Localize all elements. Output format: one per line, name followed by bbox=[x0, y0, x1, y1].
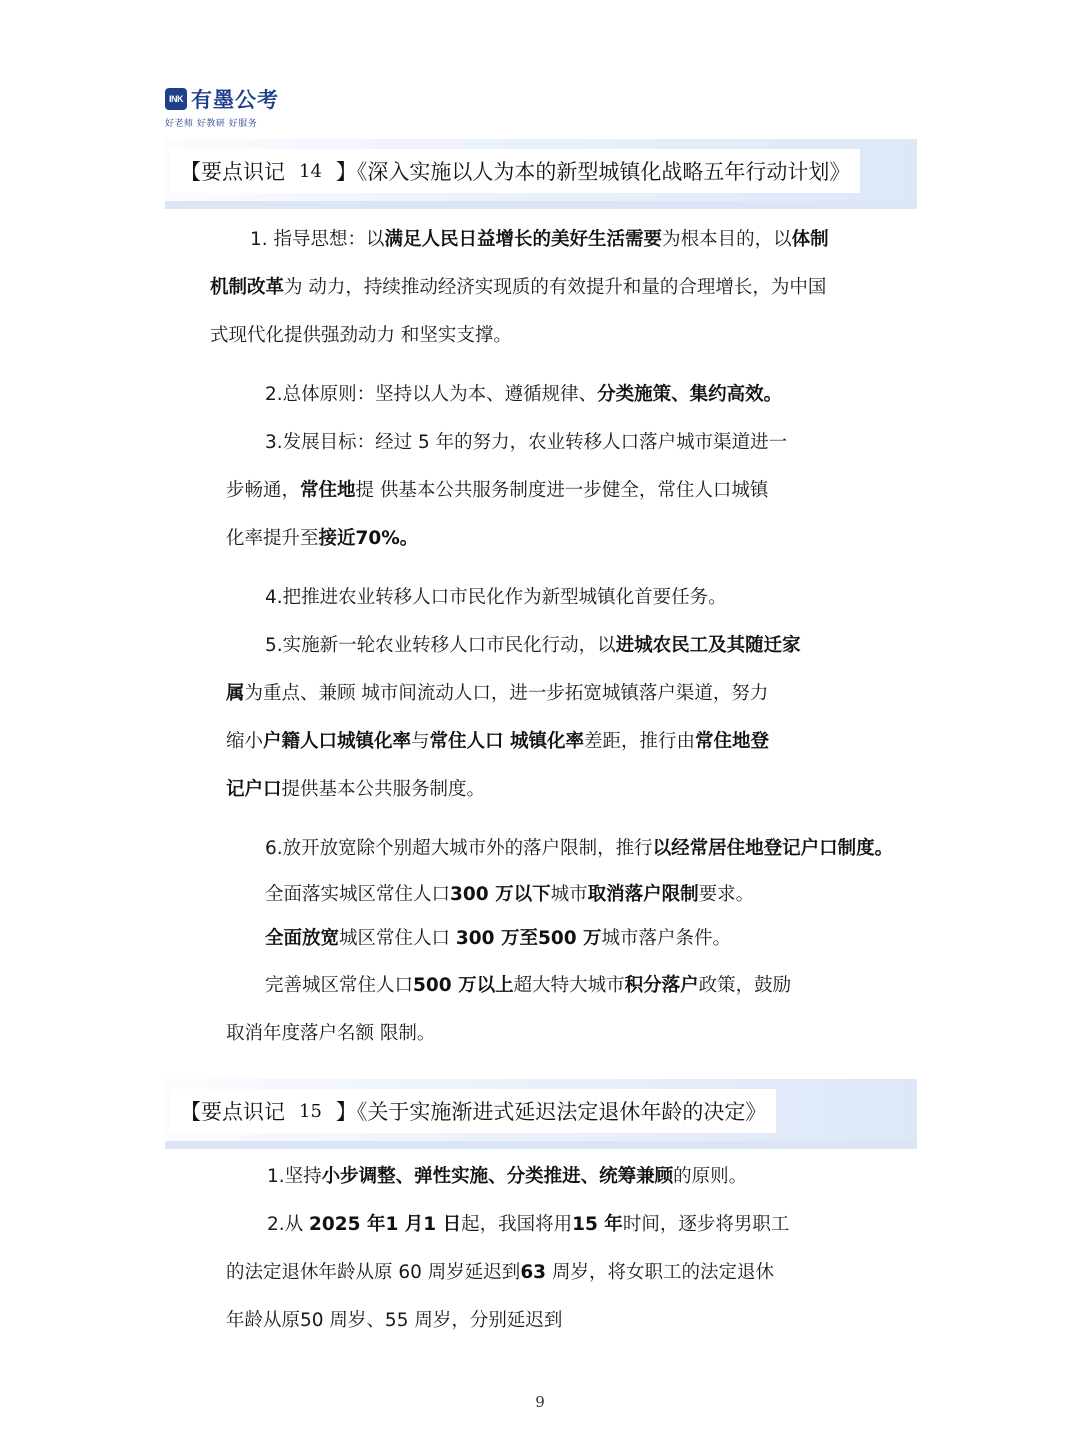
section-15-title bbox=[170, 1089, 776, 1133]
body-text: 1.坚持 bbox=[267, 1166, 322, 1187]
page-number: 9 bbox=[535, 1393, 545, 1411]
body-text: 式现代化提供强劲动力 和坚实支撑。 bbox=[210, 325, 512, 346]
section-15-title-text: 】《关于实施渐进式延迟法定退休年龄的决定》 bbox=[335, 1100, 767, 1124]
body-text: 为 动力，持续推动经济实现质的有效提升和量的合理增长，为中国 bbox=[284, 277, 827, 298]
section-14-line bbox=[265, 886, 754, 905]
body-text: 城市落户条件。 bbox=[601, 928, 732, 949]
body-text: 周岁，将女职工的法定退休 bbox=[546, 1262, 774, 1283]
body-text: 为重点、兼顾 城市间流动人口，进一步拓宽城镇落户渠道，努力 bbox=[244, 683, 769, 704]
body-text: 年龄从原50 周岁、55 周岁，分别延迟到 bbox=[226, 1310, 563, 1331]
body-text: 差距，推行由 bbox=[584, 731, 696, 752]
emphasis-text: 常住人口 城镇化率 bbox=[429, 731, 584, 752]
emphasis-text: 积分落户 bbox=[624, 975, 699, 996]
section-14-title bbox=[170, 149, 860, 193]
section-14-line bbox=[226, 482, 768, 501]
emphasis-text: 常住地 bbox=[300, 480, 356, 501]
emphasis-text: 体制 bbox=[791, 229, 829, 250]
emphasis-text: 属 bbox=[226, 683, 245, 704]
body-text: 提 供基本公共服务制度进一步健全，常住人口城镇 bbox=[355, 480, 769, 501]
body-text: 4.把推进农业转移人口市民化作为新型城镇化首要任务。 bbox=[265, 587, 727, 608]
section-14-line bbox=[265, 434, 787, 453]
emphasis-text: 15 年 bbox=[572, 1214, 623, 1235]
body-text: 5.实施新一轮农业转移人口市民化行动，以 bbox=[265, 635, 616, 656]
emphasis-text: 常住地登 bbox=[695, 731, 770, 752]
body-text: 1. 指导思想：以 bbox=[250, 229, 385, 250]
section-14-line bbox=[210, 327, 512, 346]
header-bottom-bar bbox=[165, 1141, 917, 1149]
body-text: 3.发展目标：经过 5 年的努力，农业转移人口落户城市渠道进一 bbox=[265, 432, 788, 453]
body-text: 完善城区常住人口 bbox=[265, 975, 414, 996]
brand-logo bbox=[165, 84, 279, 129]
body-text: 缩小 bbox=[226, 731, 264, 752]
section-14-line bbox=[265, 977, 791, 996]
section-14-line bbox=[250, 231, 829, 250]
emphasis-text: 2025 年1 月1 日 bbox=[309, 1214, 462, 1235]
emphasis-text: 机制改革 bbox=[210, 277, 285, 298]
emphasis-text: 满足人民日益增长的美好生活需要 bbox=[384, 229, 663, 250]
section-15-header bbox=[165, 1079, 917, 1149]
body-text: 的原则。 bbox=[673, 1166, 748, 1187]
body-text: 与 bbox=[411, 731, 430, 752]
section-15-line bbox=[267, 1168, 747, 1187]
brand-tagline: 好老师 好教研 好服务 bbox=[165, 119, 258, 129]
section-14-title-text: 】《深入实施以人为本的新型城镇化战略五年行动计划》 bbox=[335, 160, 851, 184]
section-14-line bbox=[226, 530, 418, 549]
section-14-number: 14 bbox=[299, 160, 322, 182]
body-text: 城市 bbox=[550, 884, 588, 905]
emphasis-text: 取消落户限制 bbox=[587, 884, 699, 905]
section-15-line bbox=[226, 1264, 774, 1283]
emphasis-text: 63 bbox=[520, 1262, 547, 1283]
emphasis-text: 300 万以下 bbox=[450, 884, 551, 905]
emphasis-text: 户籍人口城镇化率 bbox=[263, 731, 412, 752]
section-15-line bbox=[226, 1312, 562, 1331]
body-text: 化率提升至 bbox=[226, 528, 319, 549]
body-text: 时间，逐步将男职工 bbox=[622, 1214, 790, 1235]
body-text: 要求。 bbox=[698, 884, 755, 905]
body-text: 6.放开放宽除个别超大城市外的落户限制，推行 bbox=[265, 838, 653, 859]
body-text: 步畅通， bbox=[226, 480, 301, 501]
section-14-line bbox=[210, 279, 826, 298]
emphasis-text: 以经常居住地登记户口制度。 bbox=[652, 838, 894, 859]
body-text: 城区常住人口 bbox=[339, 928, 456, 949]
emphasis-text: 记户口 bbox=[226, 779, 282, 800]
section-14-line bbox=[265, 589, 727, 608]
section-14-line bbox=[226, 685, 768, 704]
section-14-prefix: 【要点识记 bbox=[180, 160, 285, 184]
section-15-prefix: 【要点识记 bbox=[180, 1100, 285, 1124]
emphasis-text: 进城农民工及其随迁家 bbox=[615, 635, 801, 656]
emphasis-text: 500 万以上 bbox=[413, 975, 514, 996]
body-text: 超大特大城市 bbox=[513, 975, 625, 996]
section-15-line bbox=[267, 1216, 789, 1235]
body-text: 全面落实城区常住人口 bbox=[265, 884, 451, 905]
emphasis-text: 小步调整、弹性实施、分类推进、统筹兼顾 bbox=[321, 1166, 674, 1187]
ink-logo-icon: INK bbox=[165, 88, 187, 110]
section-14-line bbox=[265, 930, 731, 949]
section-14-line bbox=[265, 637, 801, 656]
section-15-number: 15 bbox=[299, 1100, 322, 1122]
body-text: 政策，鼓励 bbox=[698, 975, 792, 996]
section-14-line bbox=[226, 733, 769, 752]
body-text: 起，我国将用 bbox=[461, 1214, 573, 1235]
body-text: 提供基本公共服务制度。 bbox=[281, 779, 486, 800]
emphasis-text: 分类施策、集约高效。 bbox=[597, 384, 783, 405]
body-text: 的法定退休年龄从原 60 周岁延迟到 bbox=[226, 1262, 521, 1283]
body-text: 取消年度落户名额 限制。 bbox=[226, 1023, 436, 1044]
section-14-line bbox=[265, 840, 893, 859]
emphasis-text: 全面放宽 bbox=[265, 928, 340, 949]
brand-logo-row bbox=[165, 84, 279, 114]
section-14-line bbox=[226, 781, 485, 800]
section-14-line bbox=[265, 386, 782, 405]
body-text: 为根本目的，以 bbox=[662, 229, 792, 250]
body-text: 2.总体原则：坚持以人为本、遵循规律、 bbox=[265, 384, 598, 405]
section-14-line bbox=[226, 1025, 435, 1044]
emphasis-text: 300 万至500 万 bbox=[455, 928, 602, 949]
brand-name: 有墨公考 bbox=[191, 88, 279, 112]
body-text: 2.从 bbox=[267, 1214, 310, 1235]
header-bottom-bar bbox=[165, 201, 917, 209]
emphasis-text: 接近70%。 bbox=[318, 528, 419, 549]
section-14-header bbox=[165, 139, 917, 209]
